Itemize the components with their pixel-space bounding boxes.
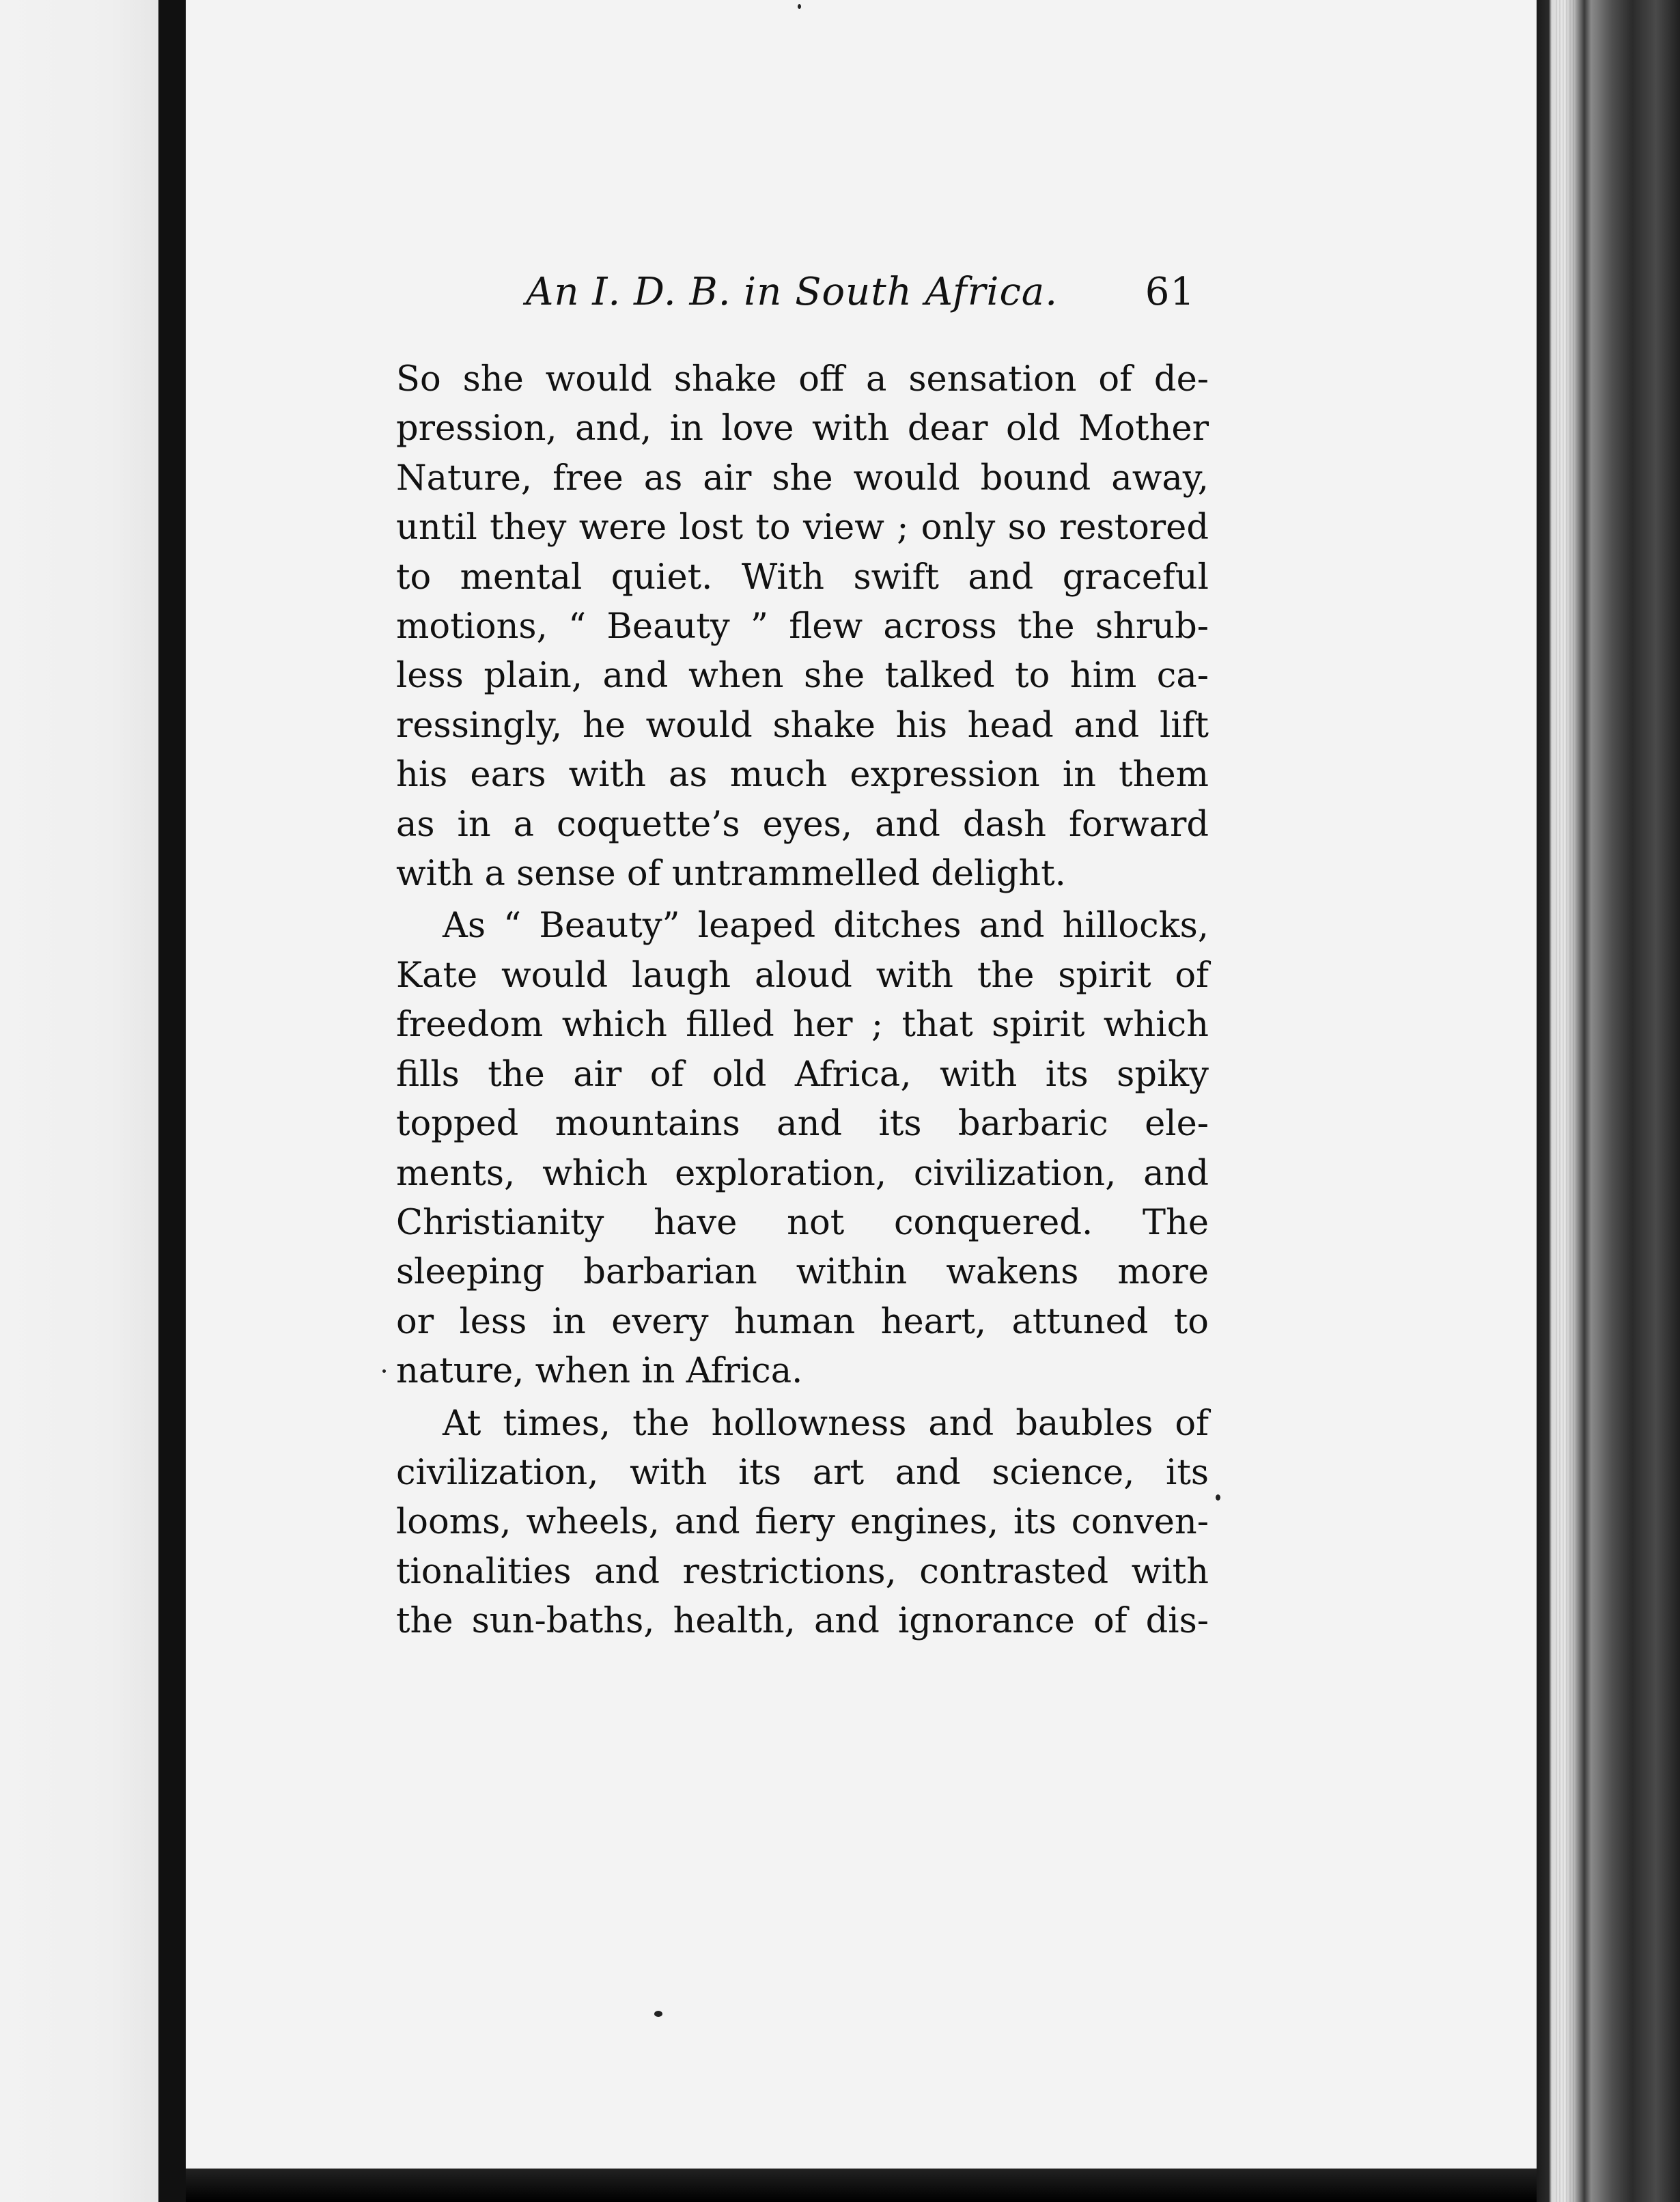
text-line: sleeping barbarian within wakens more bbox=[396, 1252, 1209, 1293]
text-line: as in a coquette’s eyes, and dash forward bbox=[396, 804, 1209, 845]
text-line: motions, “ Beauty ” flew across the shrub- bbox=[396, 607, 1209, 647]
paragraph bbox=[396, 902, 1209, 1396]
text-line: So she would shake off a sensation of de- bbox=[396, 359, 1209, 400]
text-line: looms, wheels, and fiery engines, its conven- bbox=[396, 1502, 1209, 1543]
text-line: Christianity have not conquered. The bbox=[396, 1202, 1209, 1243]
scan-speck bbox=[654, 2011, 662, 2017]
text-line: At times, the hollowness and baubles of bbox=[443, 1403, 1209, 1444]
text-line: As “ Beauty” leaped ditches and hillocks, bbox=[443, 906, 1209, 947]
text-line: Nature, free as air she would bound away, bbox=[396, 458, 1209, 499]
text-line: nature, when in Africa. bbox=[396, 1351, 803, 1392]
text-line: until they were lost to view ; only so restored bbox=[396, 507, 1209, 548]
book-gutter bbox=[158, 0, 186, 2202]
text-line: civilization, with its art and science, its bbox=[396, 1452, 1209, 1493]
text-line: fills the air of old Africa, with its spiky bbox=[396, 1054, 1209, 1095]
text-line: to mental quiet. With swift and graceful bbox=[396, 557, 1209, 598]
body-text bbox=[396, 355, 1209, 1647]
text-line: with a sense of untrammelled delight. bbox=[396, 854, 1066, 895]
page-edge-stack bbox=[1537, 0, 1680, 2202]
text-line: pression, and, in love with dear old Mother bbox=[396, 408, 1209, 449]
left-facing-page bbox=[0, 0, 158, 2202]
running-title: An I. D. B. in South Africa. bbox=[526, 270, 1058, 314]
text-line: tionalities and restrictions, contrasted with bbox=[396, 1551, 1209, 1592]
text-line: Kate would laugh aloud with the spirit of bbox=[396, 955, 1209, 996]
text-line: freedom which filled her ; that spirit which bbox=[396, 1005, 1209, 1046]
paragraph bbox=[396, 355, 1209, 899]
text-line: ments, which exploration, civilization, and bbox=[396, 1153, 1209, 1194]
text-line: his ears with as much expression in them bbox=[396, 755, 1209, 796]
text-line: less plain, and when she talked to him ca- bbox=[396, 656, 1209, 697]
paragraph bbox=[396, 1399, 1209, 1647]
page-number: 61 bbox=[1145, 270, 1195, 314]
text-line: the sun-baths, health, and ignorance of dis- bbox=[396, 1601, 1209, 1642]
page-bottom-edge bbox=[186, 2169, 1537, 2202]
text-line: or less in every human heart, attuned to bbox=[396, 1301, 1209, 1342]
scan-speck bbox=[798, 4, 801, 9]
text-line: ressingly, he would shake his head and lift bbox=[396, 705, 1209, 746]
text-line: topped mountains and its barbaric ele- bbox=[396, 1104, 1209, 1145]
scan-speck bbox=[382, 1369, 386, 1373]
scan-speck bbox=[1216, 1494, 1220, 1501]
page-header bbox=[526, 270, 1195, 324]
